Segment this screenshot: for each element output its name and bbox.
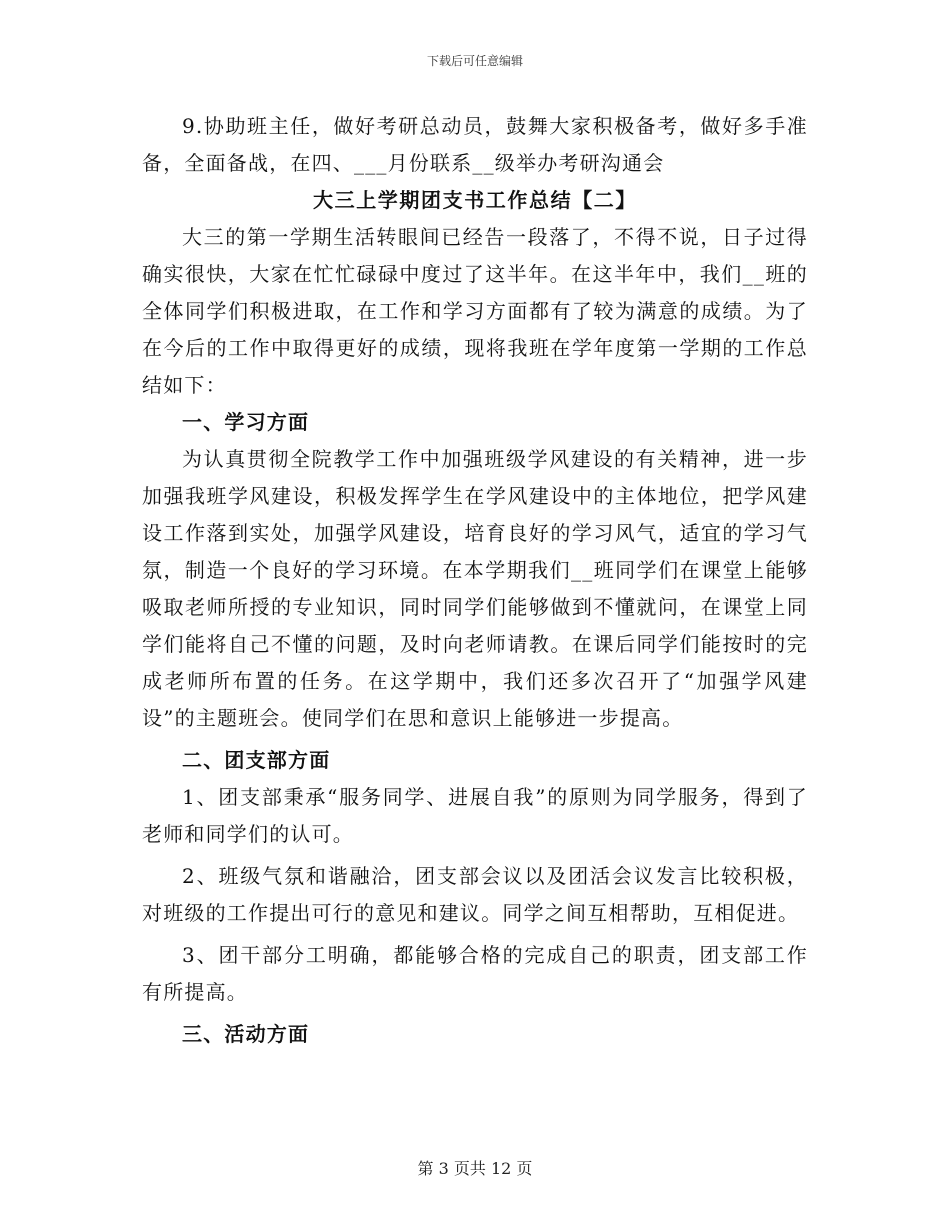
- paragraph-study: 为认真贯彻全院教学工作中加强班级学风建设的有关精神，进一步加强我班学风建设，积极发挥学生在学风建设中的主体地位，把学风建设工作落到实处，加强学风建设，培育良好的学习风气，适宜的学习气氛，制造一个良好的学习环境。在本学期我们__班同学们在课堂上能够吸取老师所授的专业知识，同时同学们能够做到不懂就问，在课堂上同学们能将自己不懂的问题，及时向老师请教。在课后同学们能按时的完成老师所布置的任务。在这学期中，我们还多次召开了“加强学风建设”的主题班会。使同学们在思和意识上能够进一步提高。: [142, 447, 808, 730]
- document-body: [142, 108, 808, 1053]
- heading-activities: 三、活动方面: [182, 1022, 310, 1046]
- paragraph-item-9: 9.协助班主任，做好考研总动员，鼓舞大家积极备考，做好多手准备，全面备战，在四、___月份联系__级举办考研沟通会: [142, 114, 808, 175]
- paragraph-intro: 大三的第一学期生活转眼间已经告一段落了，不得不说，日子过得确实很快，大家在忙忙碌碌中度过了这半年。在这半年中，我们__班的全体同学们积极进取，在工作和学习方面都有了较为满意的成绩。为了在今后的工作中取得更好的成绩，现将我班在学年度第一学期的工作总结如下：: [142, 225, 808, 397]
- heading-league-branch: 二、团支部方面: [182, 748, 331, 772]
- paragraph-branch-item-3: 3、团干部分工明确，都能够合格的完成自己的职责，团支部工作有所提高。: [142, 943, 808, 1004]
- page-header: 下载后可任意编辑: [426, 54, 523, 68]
- page-footer: 第 3 页共 12 页: [417, 1159, 533, 1178]
- heading-study: 一、学习方面: [182, 410, 310, 434]
- paragraph-branch-item-1: 1、团支部秉承“服务同学、进展自我”的原则为同学服务，得到了老师和同学们的认可。: [142, 785, 808, 846]
- paragraph-branch-item-2: 2、班级气氛和谐融洽，团支部会议以及团活会议发言比较积极，对班级的工作提出可行的意见和建议。同学之间互相帮助，互相促进。: [142, 864, 808, 925]
- section-title: 大三上学期团支书工作总结【二】: [313, 188, 637, 212]
